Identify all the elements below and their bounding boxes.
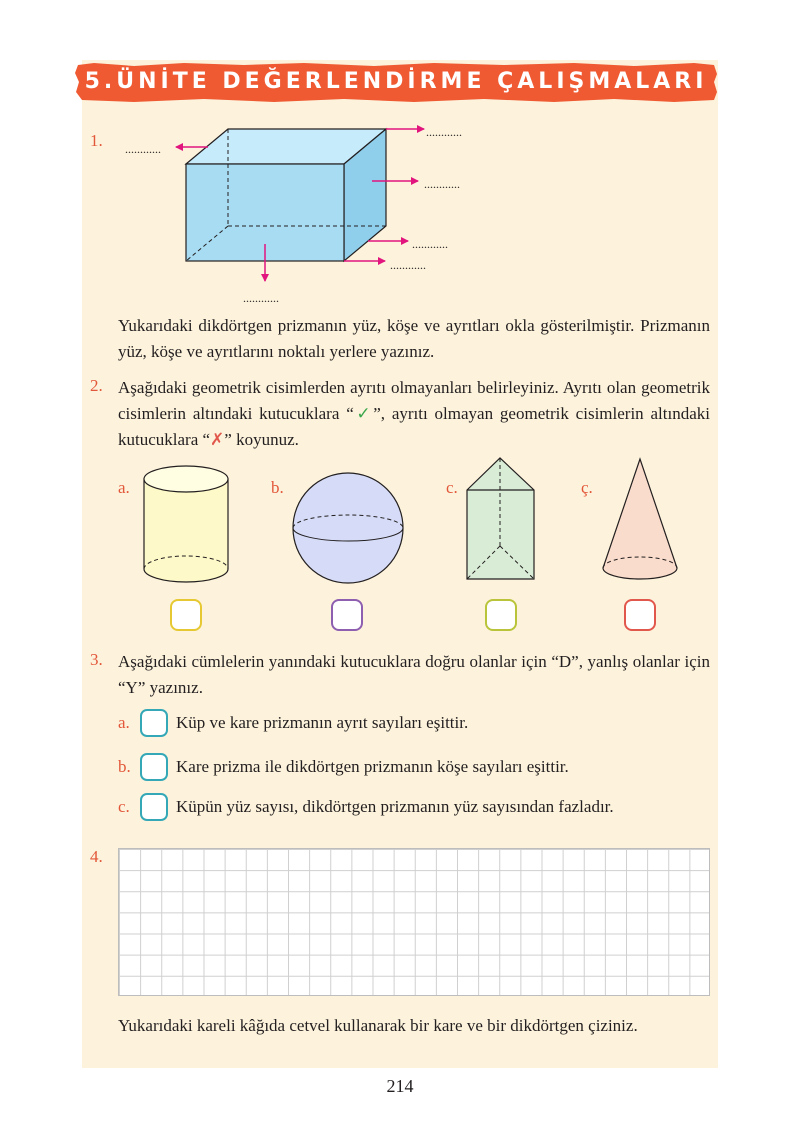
answer-blank-4[interactable]: ............ xyxy=(412,237,448,251)
answer-blank-5[interactable]: ............ xyxy=(390,258,426,272)
shape-label-a: a. xyxy=(118,478,130,497)
true-false-box-a[interactable] xyxy=(140,709,168,737)
check-mark-icon: ✓ xyxy=(353,404,374,424)
answer-blank-2[interactable]: ............ xyxy=(426,125,462,139)
answer-blank-3[interactable]: ............ xyxy=(424,177,460,191)
question-2-number: 2. xyxy=(90,376,103,395)
question-4-text: Yukarıdaki kareli kâğıda cetvel kullanarak bir kare ve bir dikdörtgen çiziniz. xyxy=(118,1016,638,1035)
answer-box-a[interactable] xyxy=(170,599,202,631)
true-false-box-c[interactable] xyxy=(140,793,168,821)
page-title: 5.ÜNİTE DEĞERLENDİRME ÇALIŞMALARI xyxy=(84,69,708,94)
statement-a: Küp ve kare prizmanın ayrıt sayıları eşittir. xyxy=(176,713,469,732)
answer-box-c[interactable] xyxy=(485,599,517,631)
cone-shape xyxy=(603,459,677,579)
statement-label-a: a. xyxy=(118,713,130,732)
statement-label-c: c. xyxy=(118,797,130,816)
answer-box-c-cedilla[interactable] xyxy=(624,599,656,631)
question-1-number: 1. xyxy=(90,131,103,150)
statement-c: Küpün yüz sayısı, dikdörtgen prizmanın yüz sayısından fazladır. xyxy=(176,797,614,816)
answer-blank-1[interactable]: ............ xyxy=(125,142,161,156)
question-3-text: Aşağıdaki cümlelerin yanındaki kutucuklara doğru olanlar için “D”, yanlış olanlar için “Y” yazınız. xyxy=(118,652,710,697)
cross-mark-icon: ✗ xyxy=(210,430,225,450)
triangular-prism-shape xyxy=(467,458,534,579)
question-4-number: 4. xyxy=(90,847,103,866)
question-1-text: Yukarıdaki dikdörtgen prizmanın yüz, köşe ve ayrıtları okla gösterilmiştir. Prizmanın yüz, köşe ve ayrıtlarını noktalı yerlere yazınız. xyxy=(118,316,710,361)
grid-paper[interactable] xyxy=(118,848,710,996)
true-false-box-b[interactable] xyxy=(140,753,168,781)
cylinder-shape xyxy=(144,466,228,582)
page-number: 214 xyxy=(386,1076,414,1096)
sphere-shape xyxy=(293,473,403,583)
answer-box-b[interactable] xyxy=(331,599,363,631)
question-2-text: Aşağıdaki geometrik cisimlerden ayrıtı olmayanları belirleyiniz. Ayrıtı olan geometrik cisimlerin altındaki kutucuklara “✓”, ayrıtı olmayan geometrik cisimlerin altındaki kutucuklara “✗” koyunuz. xyxy=(118,378,710,450)
statement-b: Kare prizma ile dikdörtgen prizmanın köşe sayıları eşittir. xyxy=(176,757,569,776)
shape-label-c: c. xyxy=(446,478,458,497)
shape-label-b: b. xyxy=(271,478,284,497)
shape-label-c-cedilla: ç. xyxy=(581,478,593,497)
statement-label-b: b. xyxy=(118,757,131,776)
answer-blank-6[interactable]: ............ xyxy=(243,291,279,305)
question-3-number: 3. xyxy=(90,650,103,669)
